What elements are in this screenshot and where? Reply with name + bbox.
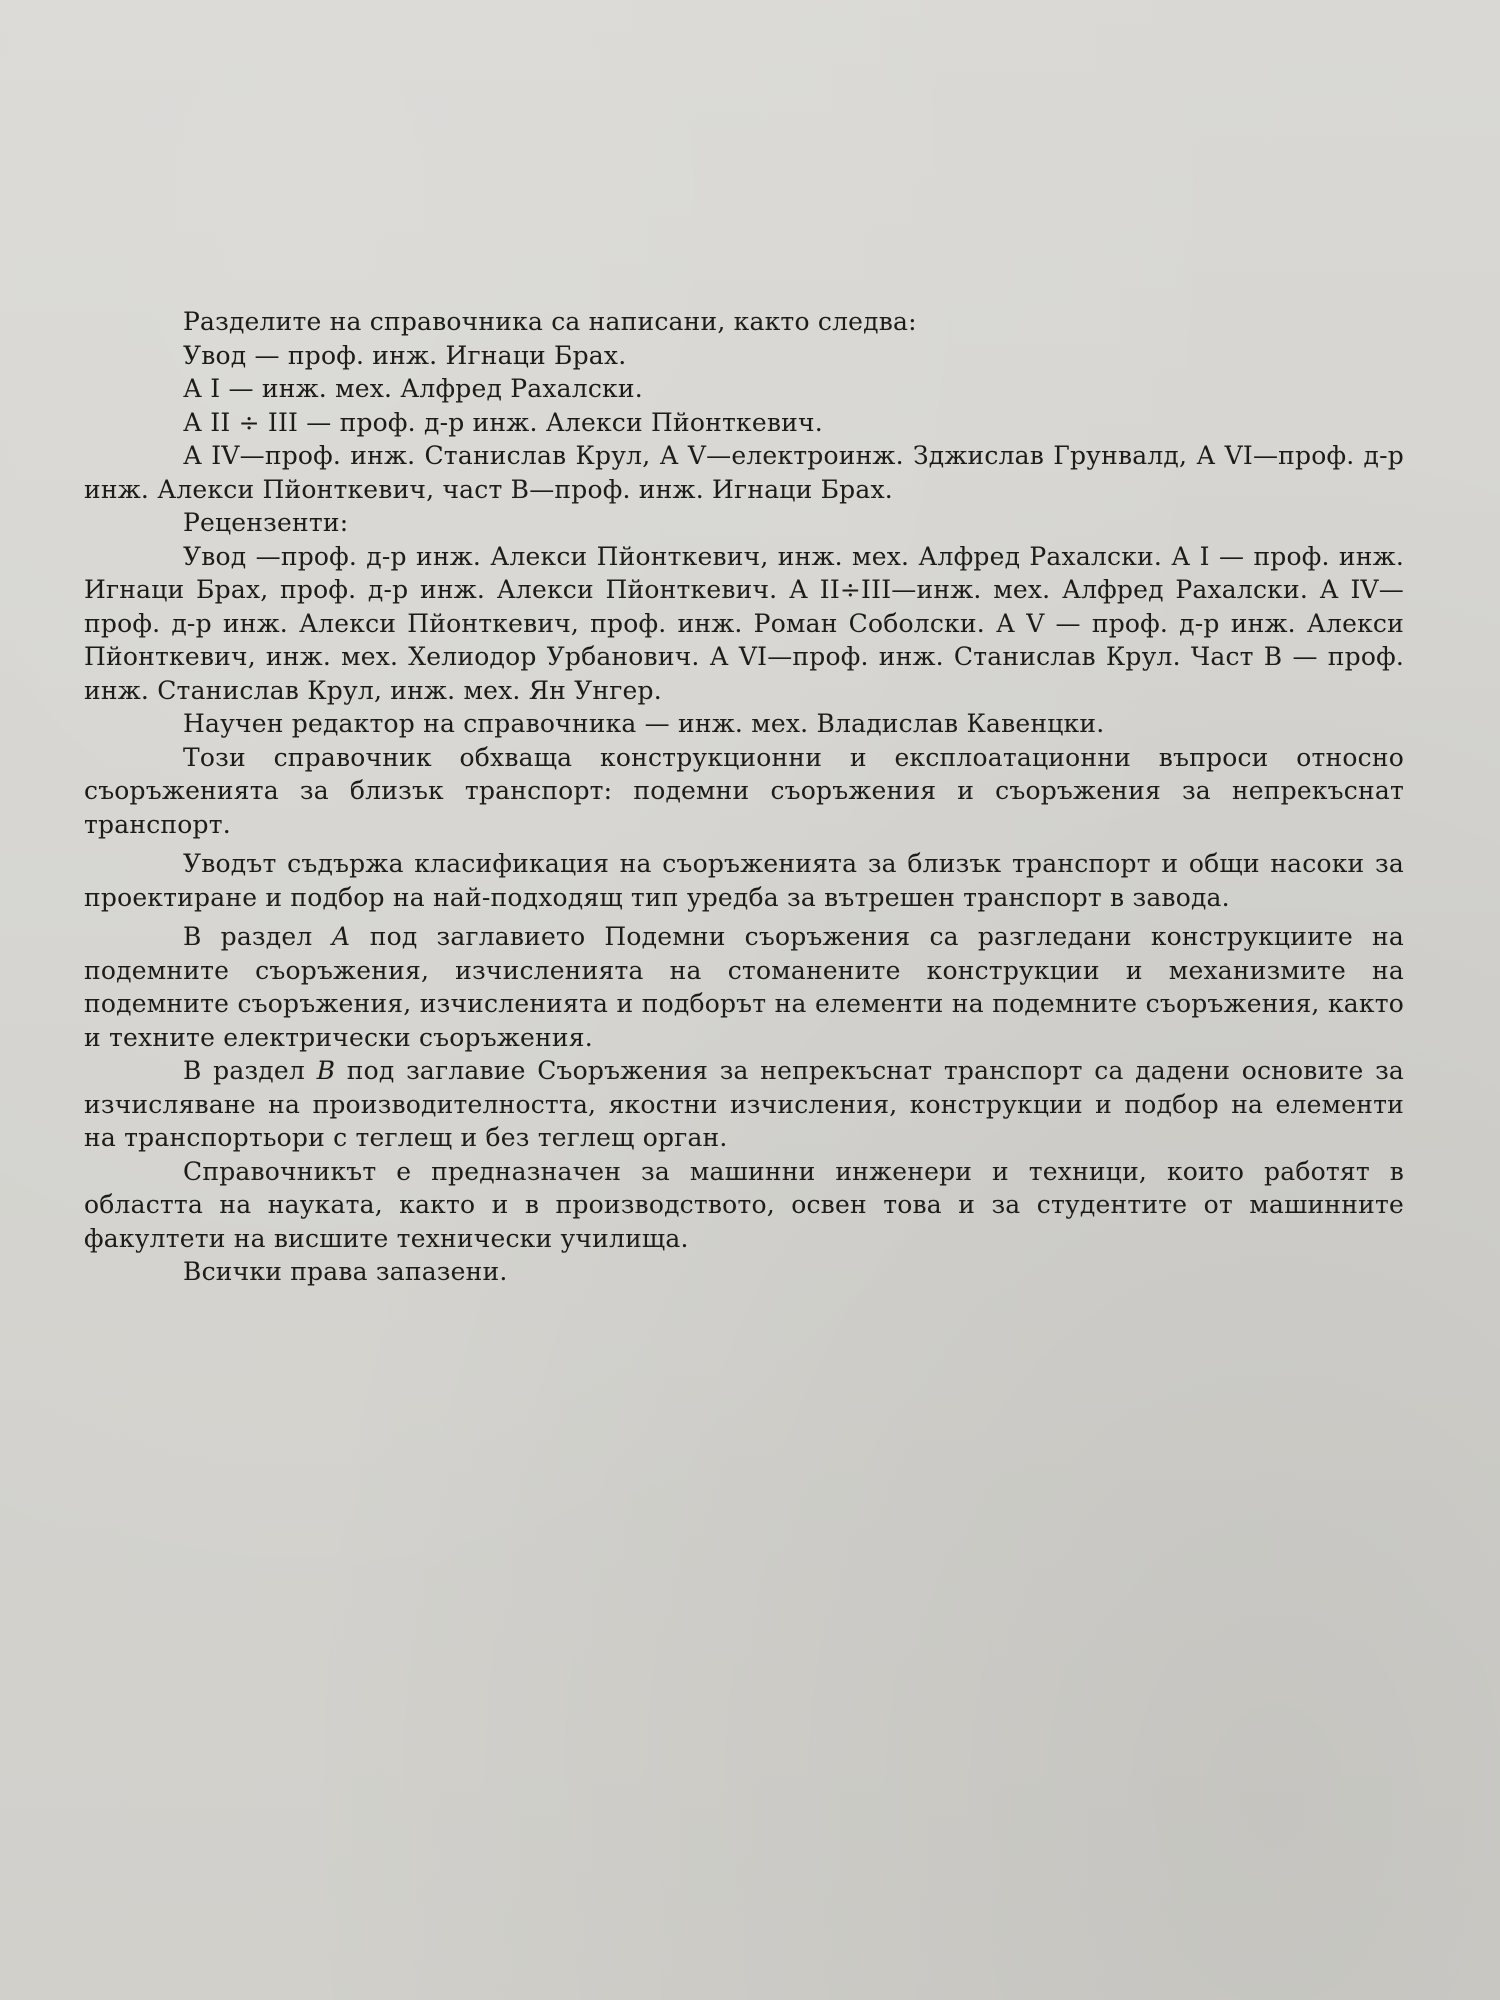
section-b-prefix: В раздел xyxy=(183,1056,305,1085)
reviewers-text: Увод —проф. д-р инж. Алекси Пйонткевич, инж. мех. Алфред Рахалски. А I — проф. инж. Игнаци Брах, проф. д-р инж. Алекси Пйонткевич. А II÷III—инж. мех. Алфред Рахалски. А IV—проф. д-р инж. Алекси Пйонткевич, проф. инж. Роман Соболски. А V — проф. д-р инж. Алекси Пйонткевич, инж. мех. Хелиодор Урбанович. А VI—проф. инж. Станислав Крул. Част В — проф. инж. Станислав Крул, инж. мех. Ян Унгер. xyxy=(84,541,1404,705)
authorship-section-a4-6: А IV—проф. инж. Станислав Крул, А V—електроинж. Зджислав Грунвалд, А VI—проф. д-р инж. Алекси Пйонткевич, част В—проф. инж. Игнаци Брах. xyxy=(84,441,1404,504)
authorship-section-a1: А I — инж. мех. Алфред Рахалски. xyxy=(183,374,643,403)
section-a-letter: А xyxy=(331,922,351,951)
audience-paragraph: Справочникът е предназначен за машинни инженери и техници, които работят в областта на науката, както и в производството, освен това и за студентите от машинните факултети на висшите технически училища. xyxy=(84,1156,1404,1253)
authorship-section-a2-3: А II ÷ III — проф. д-р инж. Алекси Пйонткевич. xyxy=(183,407,823,437)
section-b-letter: В xyxy=(316,1056,336,1085)
authorship-intro-section: Увод — проф. инж. Игнаци Брах. xyxy=(183,340,627,370)
section-b-paragraph xyxy=(84,1054,1404,1155)
scope-paragraph: Този справочник обхваща конструкционни и експлоатационни въпроси относно съоръженията за близък транспорт: подемни съоръжения и съоръжения за непрекъснат транспорт. xyxy=(84,742,1404,839)
section-a-text: под заглавието Подемни съоръжения са разгледани конструкциите на подемните съоръжения, изчисленията на стоманените конструкции и механизмите на подемните съоръжения, изчисленията и подборът на елементи на подемните съоръжения, както и техните електрически съоръжения. xyxy=(84,922,1404,1052)
scientific-editor: Научен редактор на справочника — инж. мех. Владислав Кавенцки. xyxy=(183,709,1105,738)
intro-content-paragraph: Уводът съдържа класификация на съоръженията за близък транспорт и общи насоки за проектиране и подбор на най-подходящ тип уредба за вътрешен транспорт в завода. xyxy=(84,849,1404,912)
section-a-prefix: В раздел xyxy=(183,922,313,951)
rights-notice: Всички права запазени. xyxy=(183,1257,508,1286)
section-b-text: под заглавие Съоръжения за непрекъснат транспорт са дадени основите за изчисляване на производителността, якостни изчисления, конструкции и подбор на елементи на транспортьори с теглещ и без теглещ орган. xyxy=(84,1056,1405,1152)
page xyxy=(84,305,1404,1405)
section-a-paragraph xyxy=(84,920,1404,1054)
authorship-intro: Разделите на справочника са написани, както следва: xyxy=(183,307,917,336)
reviewers-heading: Рецензенти: xyxy=(183,508,349,537)
book-credits-text xyxy=(84,305,1404,1289)
